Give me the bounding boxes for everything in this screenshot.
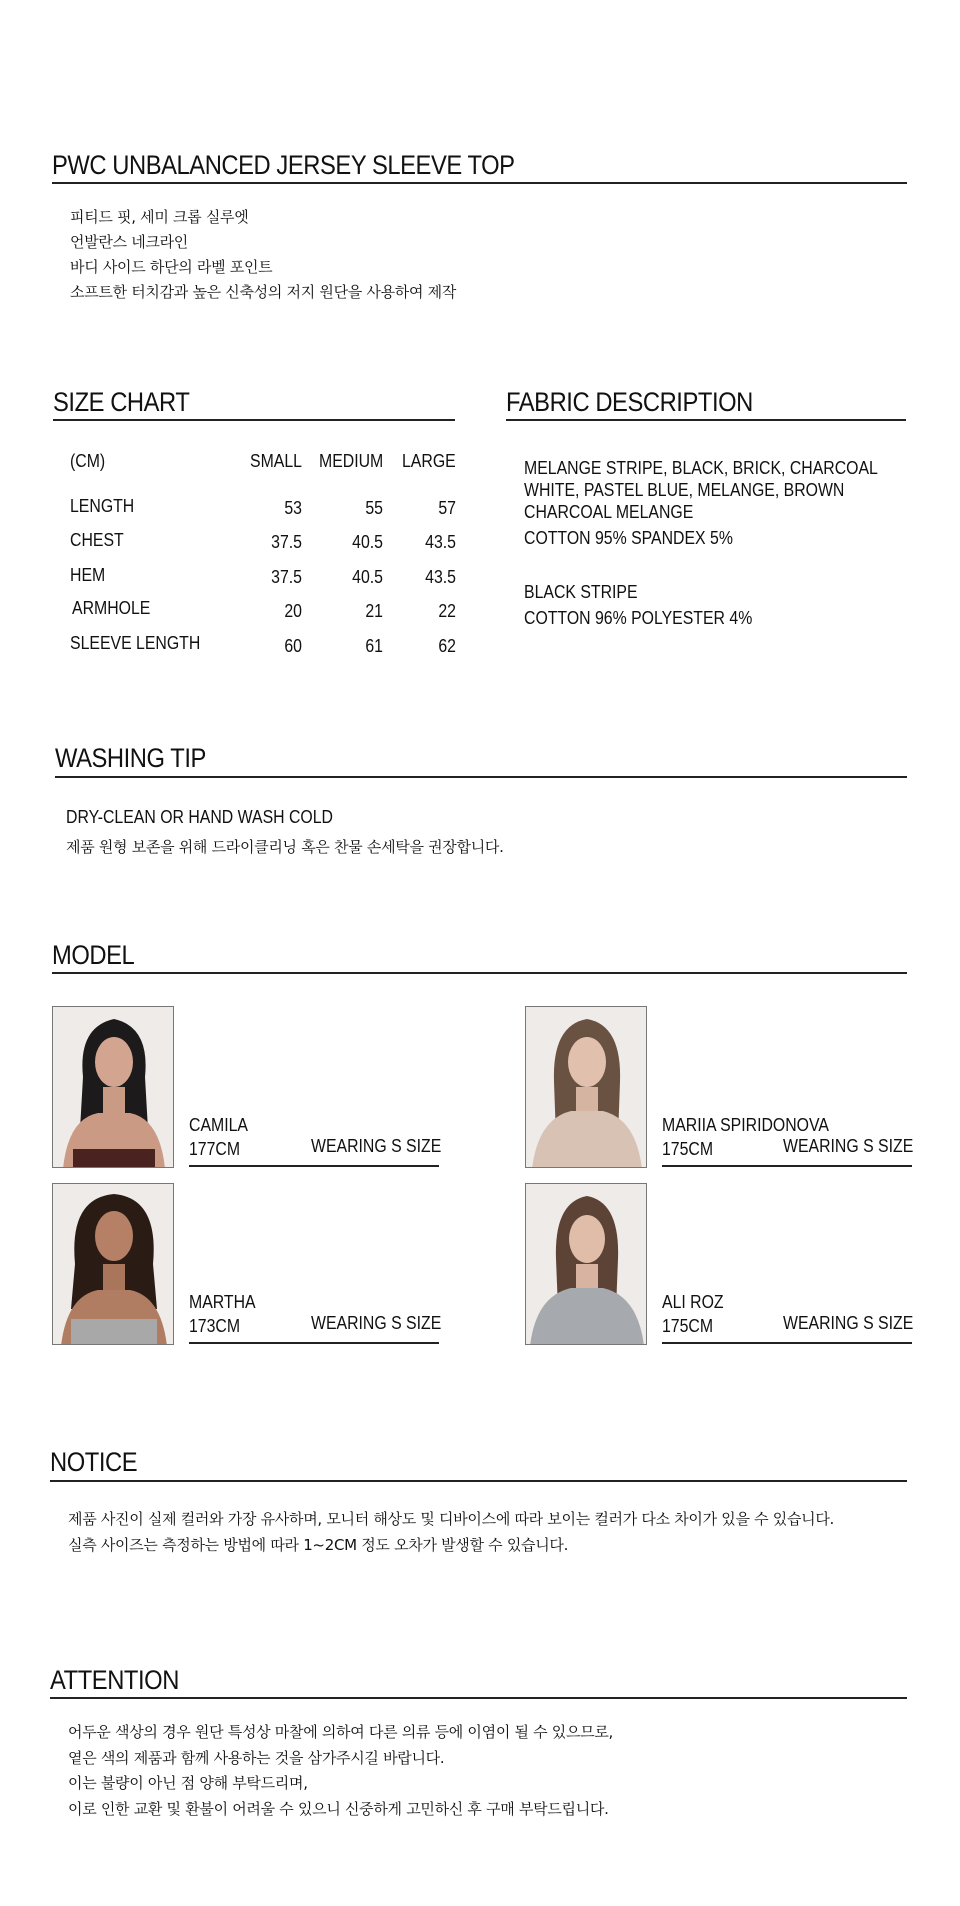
fabric-divider [506,419,906,421]
model-name: ALI ROZ [662,1292,724,1312]
size-cell: 40.5 [352,532,383,552]
size-row-label: HEM [70,565,106,585]
product-features [70,206,456,306]
notice-line: 실측 사이즈는 측정하는 방법에 따라 1~2CM 정도 오차가 발생할 수 있습니다. [68,1536,569,1554]
washing-instruction: DRY-CLEAN OR HAND WASH COLD [66,807,333,827]
size-cell: 21 [365,601,383,621]
model-name: MARTHA [189,1292,256,1312]
attention-line: 어두운 색상의 경우 원단 특성상 마찰에 의하여 다른 의류 등에 이염이 될 수 있으므로, [68,1723,614,1741]
size-header-large: LARGE [402,451,456,471]
model-underline [189,1165,439,1167]
model-height: 173CM [189,1316,241,1336]
size-cell: 20 [284,601,302,621]
model-height: 175CM [662,1139,714,1159]
size-chart-divider [53,419,455,421]
washing-note: 제품 원형 보존을 위해 드라이클리닝 혹은 찬물 손세탁을 권장합니다. [66,838,504,856]
model-wearing: WEARING S SIZE [311,1313,442,1333]
size-cell: 37.5 [271,532,302,552]
fabric-line: COTTON 95% SPANDEX 5% [524,528,733,548]
size-cell: 40.5 [352,567,383,587]
model-title: MODEL [52,940,135,970]
fabric-line: COTTON 96% POLYESTER 4% [524,608,753,628]
attention-divider [50,1697,907,1699]
fabric-line: MELANGE STRIPE, BLACK, BRICK, CHARCOAL [524,458,878,478]
notice-line: 제품 사진이 실제 컬러와 가장 유사하며, 모니터 해상도 및 디바이스에 따라 보이는 컬러가 다소 차이가 있을 수 있습니다. [68,1510,835,1528]
model-height: 177CM [189,1139,241,1159]
model-wearing: WEARING S SIZE [783,1313,914,1333]
feature-line: 바디 사이드 하단의 라벨 포인트 [70,258,273,276]
model-name: CAMILA [189,1115,248,1135]
size-chart-title: SIZE CHART [53,387,190,417]
size-cell: 22 [438,601,456,621]
attention-line: 이로 인한 교환 및 환불이 어려울 수 있으니 신중하게 고민하신 후 구매 부탁드립니다. [68,1800,609,1818]
size-unit: (CM) [70,451,106,471]
model-underline [662,1342,912,1344]
title-divider [52,182,907,184]
size-cell: 57 [438,498,456,518]
size-cell: 62 [438,636,456,656]
size-row-label: CHEST [70,530,124,550]
notice-title: NOTICE [50,1447,138,1477]
model-divider [52,972,907,974]
size-cell: 53 [284,498,302,518]
size-cell: 61 [365,636,383,656]
attention-line: 이는 불량이 아닌 점 양해 부탁드리며, [68,1774,308,1792]
model-wearing: WEARING S SIZE [311,1136,442,1156]
size-cell: 60 [284,636,302,656]
notice-divider [50,1480,907,1482]
size-row-label: ARMHOLE [72,598,151,618]
model-photo [525,1183,647,1345]
model-underline [189,1342,439,1344]
product-title: PWC UNBALANCED JERSEY SLEEVE TOP [52,150,515,180]
size-cell: 55 [365,498,383,518]
model-photo [525,1006,647,1168]
washing-title: WASHING TIP [55,743,206,773]
size-cell: 37.5 [271,567,302,587]
size-row-label: LENGTH [70,496,135,516]
feature-line: 피티드 핏, 세미 크롭 실루엣 [70,208,249,226]
fabric-line: BLACK STRIPE [524,582,638,602]
feature-line: 소프트한 터치감과 높은 신축성의 저지 원단을 사용하여 제작 [70,283,457,301]
feature-line: 언발란스 네크라인 [70,233,188,251]
attention-title: ATTENTION [50,1665,179,1695]
model-underline [662,1165,912,1167]
size-header-medium: MEDIUM [319,451,384,471]
size-row-label: SLEEVE LENGTH [70,633,201,653]
size-header-small: SMALL [250,451,302,471]
size-cell: 43.5 [425,567,456,587]
washing-divider [55,776,907,778]
fabric-title: FABRIC DESCRIPTION [506,387,753,417]
attention-line: 옅은 색의 제품과 함께 사용하는 것을 삼가주시길 바랍니다. [68,1749,445,1767]
model-wearing: WEARING S SIZE [783,1136,914,1156]
size-cell: 43.5 [425,532,456,552]
model-height: 175CM [662,1316,714,1336]
fabric-line: CHARCOAL MELANGE [524,502,694,522]
model-photo [52,1183,174,1345]
model-photo [52,1006,174,1168]
model-name: MARIIA SPIRIDONOVA [662,1115,829,1135]
fabric-line: WHITE, PASTEL BLUE, MELANGE, BROWN [524,480,845,500]
